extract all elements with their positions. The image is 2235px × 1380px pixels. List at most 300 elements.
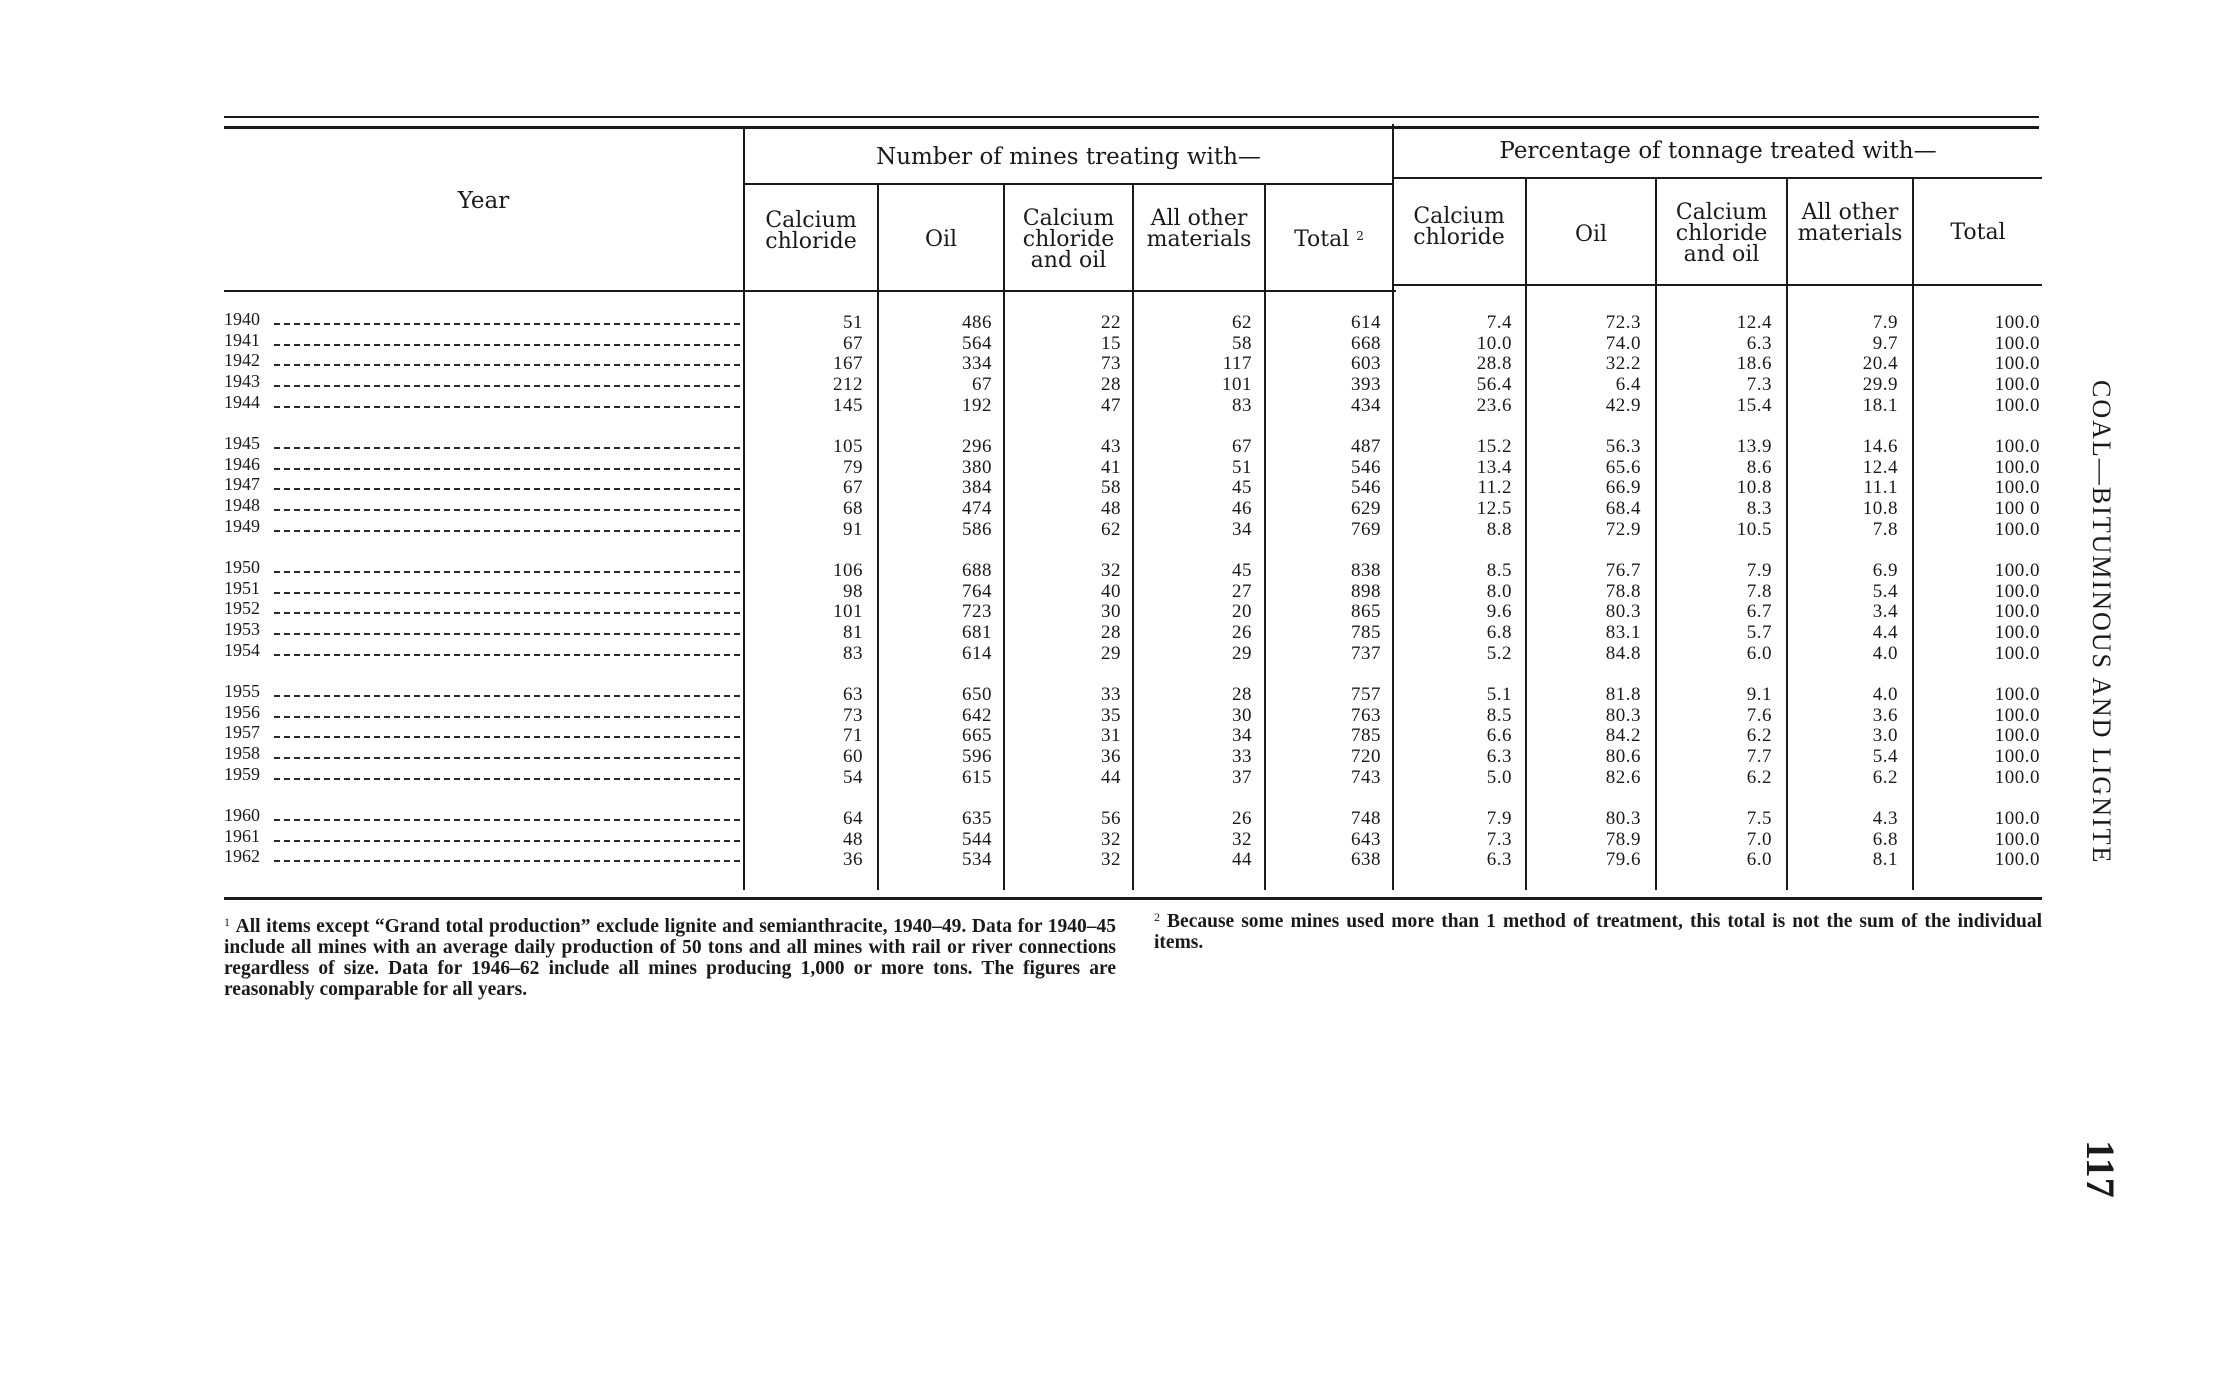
- mines-cell: 48: [843, 829, 863, 850]
- year-header: Year: [457, 188, 510, 214]
- percentage-cell: 10.5: [1736, 519, 1772, 540]
- mines-cell: 614: [1351, 312, 1381, 333]
- mines-cell: 83: [843, 643, 863, 664]
- year-label: [224, 640, 744, 660]
- col-mines-calcium-chloride-oil: Calcium chloride and oil: [1022, 206, 1115, 273]
- percentage-cell: 56.3: [1605, 436, 1641, 457]
- column-divider: [1264, 183, 1266, 890]
- percentage-cell: 42.9: [1605, 395, 1641, 416]
- percentage-cell: 100.0: [1994, 601, 2040, 622]
- year-label: [224, 702, 744, 722]
- mines-cell: 64: [843, 808, 863, 829]
- mines-cell: 737: [1351, 643, 1381, 664]
- percentage-cell: 80.6: [1605, 746, 1641, 767]
- year-value: 1940: [224, 309, 260, 329]
- percentage-cell: 72.9: [1605, 519, 1641, 540]
- mines-cell: 643: [1351, 829, 1381, 850]
- mines-cell: 44: [1232, 849, 1252, 870]
- percentage-cell: 7.3: [1746, 374, 1772, 395]
- column-divider: [1786, 177, 1788, 890]
- year-value: 1952: [224, 598, 260, 618]
- percentage-cell: 4.0: [1872, 643, 1898, 664]
- percentage-cell: 100.0: [1994, 849, 2040, 870]
- percentage-cell: 8.0: [1486, 581, 1512, 602]
- mines-cell: 380: [962, 457, 992, 478]
- footnote-2-text: Because some mines used more than 1 method of treatment, this total is not the sum of the individual items.: [1154, 911, 2042, 953]
- leader-dots: [274, 385, 740, 387]
- mines-cell: 83: [1232, 395, 1252, 416]
- leader-dots: [274, 571, 740, 573]
- percentage-cell: 20.4: [1862, 353, 1898, 374]
- percentage-cell: 5.4: [1872, 746, 1898, 767]
- mines-cell: 71: [843, 725, 863, 746]
- percentage-cell: 100.0: [1994, 581, 2040, 602]
- mines-cell: 68: [843, 498, 863, 519]
- percentage-cell: 100.0: [1994, 684, 2040, 705]
- percentage-cell: 9.7: [1872, 333, 1898, 354]
- footnote-marker: 2: [1356, 229, 1364, 243]
- mines-cell: 54: [843, 767, 863, 788]
- mines-cell: 642: [962, 705, 992, 726]
- column-divider: [1132, 183, 1134, 890]
- year-label: [224, 805, 744, 825]
- mines-cell: 58: [1232, 333, 1252, 354]
- mines-cell: 67: [843, 477, 863, 498]
- year-value: 1950: [224, 557, 260, 577]
- year-label: [224, 764, 744, 784]
- year-label: [224, 454, 744, 474]
- percentage-cell: 3.6: [1872, 705, 1898, 726]
- mines-cell: 36: [843, 849, 863, 870]
- mines-cell: 586: [962, 519, 992, 540]
- leader-dots: [274, 840, 740, 842]
- mines-cell: 614: [962, 643, 992, 664]
- percentage-cell: 100.0: [1994, 395, 2040, 416]
- percentage-cell: 100.0: [1994, 767, 2040, 788]
- leader-dots: [274, 530, 740, 532]
- mines-cell: 764: [962, 581, 992, 602]
- percentage-cell: 6.2: [1746, 767, 1772, 788]
- percentage-cell: 100.0: [1994, 436, 2040, 457]
- header-bottom-rule: [224, 290, 1396, 292]
- percentage-cell: 78.8: [1605, 581, 1641, 602]
- mines-cell: 27: [1232, 581, 1252, 602]
- mines-cell: 898: [1351, 581, 1381, 602]
- percentage-cell: 7.4: [1486, 312, 1512, 333]
- leader-dots: [274, 695, 740, 697]
- year-label: [224, 826, 744, 846]
- percentage-cell: 6.3: [1486, 849, 1512, 870]
- col-mines-all-other: All other materials: [1146, 206, 1252, 252]
- year-label: [224, 578, 744, 598]
- year-label: [224, 619, 744, 639]
- percentage-cell: 18.6: [1736, 353, 1772, 374]
- percentage-cell: 8.1: [1872, 849, 1898, 870]
- footnote-1-text: All items except “Grand total production” exclude lignite and semianthracite, 1940–49. Data for 1940–45 include all mines with an average daily production of 50 tons and all mines with rail or river connections regardless of size. Data for 1946–62 include all mines producing 1,000 or more tons. The figures are reasonably comparable for all years.: [224, 916, 1117, 1000]
- year-label: [224, 350, 744, 370]
- mines-cell: 67: [972, 374, 992, 395]
- mines-cell: 546: [1351, 477, 1381, 498]
- year-value: 1941: [224, 330, 260, 350]
- percentage-cell: 81.8: [1605, 684, 1641, 705]
- leader-dots: [274, 509, 740, 511]
- mines-cell: 29: [1232, 643, 1252, 664]
- year-label: [224, 516, 744, 536]
- mines-cell: 98: [843, 581, 863, 602]
- percentage-cell: 12.4: [1736, 312, 1772, 333]
- bottom-rule: [224, 897, 2042, 900]
- percentage-cell: 100.0: [1994, 457, 2040, 478]
- mines-cell: 58: [1101, 477, 1121, 498]
- percentage-cell: 78.9: [1605, 829, 1641, 850]
- leader-dots: [274, 860, 740, 862]
- year-value: 1959: [224, 764, 260, 784]
- leader-dots: [274, 364, 740, 366]
- year-value: 1960: [224, 805, 260, 825]
- percentage-cell: 28.8: [1476, 353, 1512, 374]
- percentage-cell: 100.0: [1994, 519, 2040, 540]
- percentage-cell: 15.2: [1476, 436, 1512, 457]
- footnote-2-marker: 2: [1154, 910, 1160, 924]
- mines-cell: 15: [1101, 333, 1121, 354]
- col-pct-calcium-chloride: Calcium chloride: [1413, 204, 1505, 250]
- column-divider: [1655, 177, 1657, 890]
- percentage-cell: 10.8: [1862, 498, 1898, 519]
- mines-cell: 334: [962, 353, 992, 374]
- percentage-cell: 7.3: [1486, 829, 1512, 850]
- page-number: 117: [2078, 1140, 2123, 1198]
- year-label: [224, 330, 744, 350]
- mines-cell: 748: [1351, 808, 1381, 829]
- percentage-cell: 8.5: [1486, 705, 1512, 726]
- percentage-cell: 100.0: [1994, 643, 2040, 664]
- percentage-cell: 15.4: [1736, 395, 1772, 416]
- percentage-cell: 56.4: [1476, 374, 1512, 395]
- year-value: 1943: [224, 371, 260, 391]
- col-pct-oil: Oil: [1574, 222, 1608, 247]
- percentage-cell: 8.6: [1746, 457, 1772, 478]
- mines-cell: 638: [1351, 849, 1381, 870]
- percentage-cell: 5.4: [1872, 581, 1898, 602]
- mines-cell: 603: [1351, 353, 1381, 374]
- mines-cell: 33: [1232, 746, 1252, 767]
- percentage-cell: 5.0: [1486, 767, 1512, 788]
- percentage-cell: 9.6: [1486, 601, 1512, 622]
- leader-dots: [274, 344, 740, 346]
- mines-cell: 60: [843, 746, 863, 767]
- mines-cell: 720: [1351, 746, 1381, 767]
- mines-cell: 106: [833, 560, 863, 581]
- mines-cell: 117: [1222, 353, 1252, 374]
- mines-cell: 434: [1351, 395, 1381, 416]
- percentage-cell: 66.9: [1605, 477, 1641, 498]
- mines-cell: 63: [843, 684, 863, 705]
- leader-dots: [274, 406, 740, 408]
- year-value: 1955: [224, 681, 260, 701]
- mines-cell: 67: [843, 333, 863, 354]
- mines-cell: 296: [962, 436, 992, 457]
- percentage-cell: 4.0: [1872, 684, 1898, 705]
- footnote-1-marker: 1: [224, 915, 230, 929]
- percentage-cell: 6.2: [1746, 725, 1772, 746]
- mines-cell: 486: [962, 312, 992, 333]
- top-rule-2: [224, 126, 2039, 129]
- mines-cell: 51: [843, 312, 863, 333]
- col-mines-total-label: Total: [1294, 227, 1350, 252]
- mines-cell: 785: [1351, 725, 1381, 746]
- percentage-cell: 11.2: [1477, 477, 1512, 498]
- percentage-cell: 18.1: [1862, 395, 1898, 416]
- pct-group-header: Percentage of tonnage treated with—: [1499, 138, 1937, 164]
- header-bottom-rule-right: [1394, 284, 2042, 286]
- percentage-cell: 5.7: [1746, 622, 1772, 643]
- percentage-cell: 7.9: [1486, 808, 1512, 829]
- mines-cell: 28: [1101, 622, 1121, 643]
- percentage-cell: 100.0: [1994, 560, 2040, 581]
- mines-cell: 785: [1351, 622, 1381, 643]
- leader-dots: [274, 592, 740, 594]
- percentage-cell: 6.0: [1746, 643, 1772, 664]
- year-label: [224, 309, 744, 329]
- mines-cell: 723: [962, 601, 992, 622]
- mines-cell: 763: [1351, 705, 1381, 726]
- percentage-cell: 6.3: [1486, 746, 1512, 767]
- mines-cell: 384: [962, 477, 992, 498]
- footnote-2: [1154, 907, 2042, 953]
- mines-cell: 838: [1351, 560, 1381, 581]
- mines-cell: 56: [1101, 808, 1121, 829]
- mines-cell: 167: [833, 353, 863, 374]
- mines-cell: 28: [1101, 374, 1121, 395]
- mines-cell: 487: [1351, 436, 1381, 457]
- column-divider: [1392, 124, 1394, 890]
- mines-cell: 212: [833, 374, 863, 395]
- mines-cell: 393: [1351, 374, 1381, 395]
- percentage-cell: 6.2: [1872, 767, 1898, 788]
- year-label: [224, 557, 744, 577]
- mines-cell: 26: [1232, 622, 1252, 643]
- mines-cell: 32: [1101, 560, 1121, 581]
- percentage-cell: 6.8: [1486, 622, 1512, 643]
- year-label: [224, 722, 744, 742]
- col-pct-total: Total: [1950, 220, 2006, 245]
- mines-cell: 79: [843, 457, 863, 478]
- percentage-cell: 6.8: [1872, 829, 1898, 850]
- percentage-cell: 100.0: [1994, 353, 2040, 374]
- leader-dots: [274, 757, 740, 759]
- mines-cell: 629: [1351, 498, 1381, 519]
- mines-cell: 91: [843, 519, 863, 540]
- percentage-cell: 80.3: [1605, 705, 1641, 726]
- percentage-cell: 6.3: [1746, 333, 1772, 354]
- percentage-cell: 13.4: [1476, 457, 1512, 478]
- percentage-cell: 12.4: [1862, 457, 1898, 478]
- leader-dots: [274, 468, 740, 470]
- leader-dots: [274, 778, 740, 780]
- mines-cell: 36: [1101, 746, 1121, 767]
- percentage-cell: 7.6: [1746, 705, 1772, 726]
- col-mines-calcium-chloride: Calcium chloride: [765, 208, 857, 254]
- percentage-cell: 80.3: [1605, 808, 1641, 829]
- mines-group-header: Number of mines treating with—: [876, 144, 1261, 170]
- mines-cell: 22: [1101, 312, 1121, 333]
- percentage-cell: 7.8: [1746, 581, 1772, 602]
- percentage-cell: 23.6: [1476, 395, 1512, 416]
- percentage-cell: 100.0: [1994, 333, 2040, 354]
- mines-cell: 769: [1351, 519, 1381, 540]
- percentage-cell: 13.9: [1736, 436, 1772, 457]
- percentage-cell: 6.6: [1486, 725, 1512, 746]
- percentage-cell: 100.0: [1994, 705, 2040, 726]
- year-value: 1954: [224, 640, 260, 660]
- mines-cell: 30: [1232, 705, 1252, 726]
- percentage-cell: 5.1: [1486, 684, 1512, 705]
- year-value: 1944: [224, 392, 260, 412]
- mines-cell: 757: [1351, 684, 1381, 705]
- mines-cell: 51: [1232, 457, 1252, 478]
- year-label: [224, 743, 744, 763]
- percentage-cell: 7.0: [1746, 829, 1772, 850]
- percentage-cell: 82.6: [1605, 767, 1641, 788]
- col-pct-all-other: All other materials: [1797, 200, 1903, 246]
- mines-cell: 668: [1351, 333, 1381, 354]
- year-value: 1961: [224, 826, 260, 846]
- mines-cell: 67: [1232, 436, 1252, 457]
- mines-cell: 40: [1101, 581, 1121, 602]
- running-head: COAL—BITUMINOUS AND LIGNITE: [2087, 380, 2116, 865]
- year-label: [224, 433, 744, 453]
- year-value: 1948: [224, 495, 260, 515]
- mines-cell: 20: [1232, 601, 1252, 622]
- mines-cell: 564: [962, 333, 992, 354]
- percentage-cell: 100.0: [1994, 312, 2040, 333]
- leader-dots: [274, 323, 740, 325]
- mines-cell: 33: [1101, 684, 1121, 705]
- mines-cell: 101: [833, 601, 863, 622]
- mines-cell: 681: [962, 622, 992, 643]
- mines-cell: 41: [1101, 457, 1121, 478]
- percentage-cell: 11.1: [1863, 477, 1898, 498]
- mines-cell: 474: [962, 498, 992, 519]
- year-value: 1946: [224, 454, 260, 474]
- leader-dots: [274, 488, 740, 490]
- mines-cell: 47: [1101, 395, 1121, 416]
- mines-cell: 35: [1101, 705, 1121, 726]
- percentage-cell: 8.8: [1486, 519, 1512, 540]
- percentage-cell: 10.8: [1736, 477, 1772, 498]
- percentage-cell: 84.2: [1605, 725, 1641, 746]
- percentage-cell: 7.5: [1746, 808, 1772, 829]
- percentage-cell: 7.9: [1746, 560, 1772, 581]
- percentage-cell: 3.4: [1872, 601, 1898, 622]
- percentage-cell: 100.0: [1994, 622, 2040, 643]
- year-label: [224, 846, 744, 866]
- percentage-cell: 9.1: [1746, 684, 1772, 705]
- percentage-cell: 4.4: [1872, 622, 1898, 643]
- percentage-cell: 6.0: [1746, 849, 1772, 870]
- mines-cell: 73: [843, 705, 863, 726]
- col-mines-oil: Oil: [924, 227, 958, 252]
- mines-cell: 46: [1232, 498, 1252, 519]
- mines-cell: 48: [1101, 498, 1121, 519]
- mines-cell: 32: [1101, 849, 1121, 870]
- leader-dots: [274, 633, 740, 635]
- mines-cell: 26: [1232, 808, 1252, 829]
- percentage-cell: 5.2: [1486, 643, 1512, 664]
- mines-cell: 101: [1222, 374, 1252, 395]
- mines-cell: 37: [1232, 767, 1252, 788]
- col-mines-total: [1266, 226, 1392, 250]
- mines-cell: 635: [962, 808, 992, 829]
- year-label: [224, 371, 744, 391]
- mines-cell: 32: [1101, 829, 1121, 850]
- percentage-cell: 3.0: [1872, 725, 1898, 746]
- mines-cell: 145: [833, 395, 863, 416]
- leader-dots: [274, 447, 740, 449]
- mines-cell: 665: [962, 725, 992, 746]
- percentage-cell: 68.4: [1605, 498, 1641, 519]
- mines-cell: 28: [1232, 684, 1252, 705]
- year-label: [224, 598, 744, 618]
- leader-dots: [274, 654, 740, 656]
- percentage-cell: 100.0: [1994, 477, 2040, 498]
- top-rule: [224, 116, 2039, 118]
- percentage-cell: 100.0: [1994, 808, 2040, 829]
- mines-cell: 34: [1232, 725, 1252, 746]
- mines-cell: 544: [962, 829, 992, 850]
- year-value: 1958: [224, 743, 260, 763]
- year-value: 1949: [224, 516, 260, 536]
- mines-group-rule: [745, 183, 1392, 185]
- mines-cell: 30: [1101, 601, 1121, 622]
- year-value: 1962: [224, 846, 260, 866]
- percentage-cell: 29.9: [1862, 374, 1898, 395]
- mines-cell: 34: [1232, 519, 1252, 540]
- year-value: 1942: [224, 350, 260, 370]
- mines-cell: 44: [1101, 767, 1121, 788]
- mines-cell: 81: [843, 622, 863, 643]
- percentage-cell: 65.6: [1605, 457, 1641, 478]
- mines-cell: 62: [1101, 519, 1121, 540]
- percentage-cell: 83.1: [1605, 622, 1641, 643]
- mines-cell: 615: [962, 767, 992, 788]
- column-divider: [1525, 177, 1527, 890]
- year-value: 1953: [224, 619, 260, 639]
- column-divider: [877, 183, 879, 890]
- percentage-cell: 10.0: [1476, 333, 1512, 354]
- percentage-cell: 74.0: [1605, 333, 1641, 354]
- mines-cell: 73: [1101, 353, 1121, 374]
- mines-cell: 29: [1101, 643, 1121, 664]
- year-value: 1945: [224, 433, 260, 453]
- mines-cell: 596: [962, 746, 992, 767]
- year-label: [224, 681, 744, 701]
- year-value: 1951: [224, 578, 260, 598]
- percentage-cell: 6.4: [1615, 374, 1641, 395]
- column-divider: [1912, 177, 1914, 890]
- year-value: 1956: [224, 702, 260, 722]
- mines-cell: 688: [962, 560, 992, 581]
- mines-cell: 865: [1351, 601, 1381, 622]
- percentage-cell: 100.0: [1994, 746, 2040, 767]
- percentage-cell: 76.7: [1605, 560, 1641, 581]
- mines-cell: 546: [1351, 457, 1381, 478]
- mines-cell: 45: [1232, 477, 1252, 498]
- percentage-cell: 6.9: [1872, 560, 1898, 581]
- year-value: 1957: [224, 722, 260, 742]
- year-label: [224, 495, 744, 515]
- leader-dots: [274, 612, 740, 614]
